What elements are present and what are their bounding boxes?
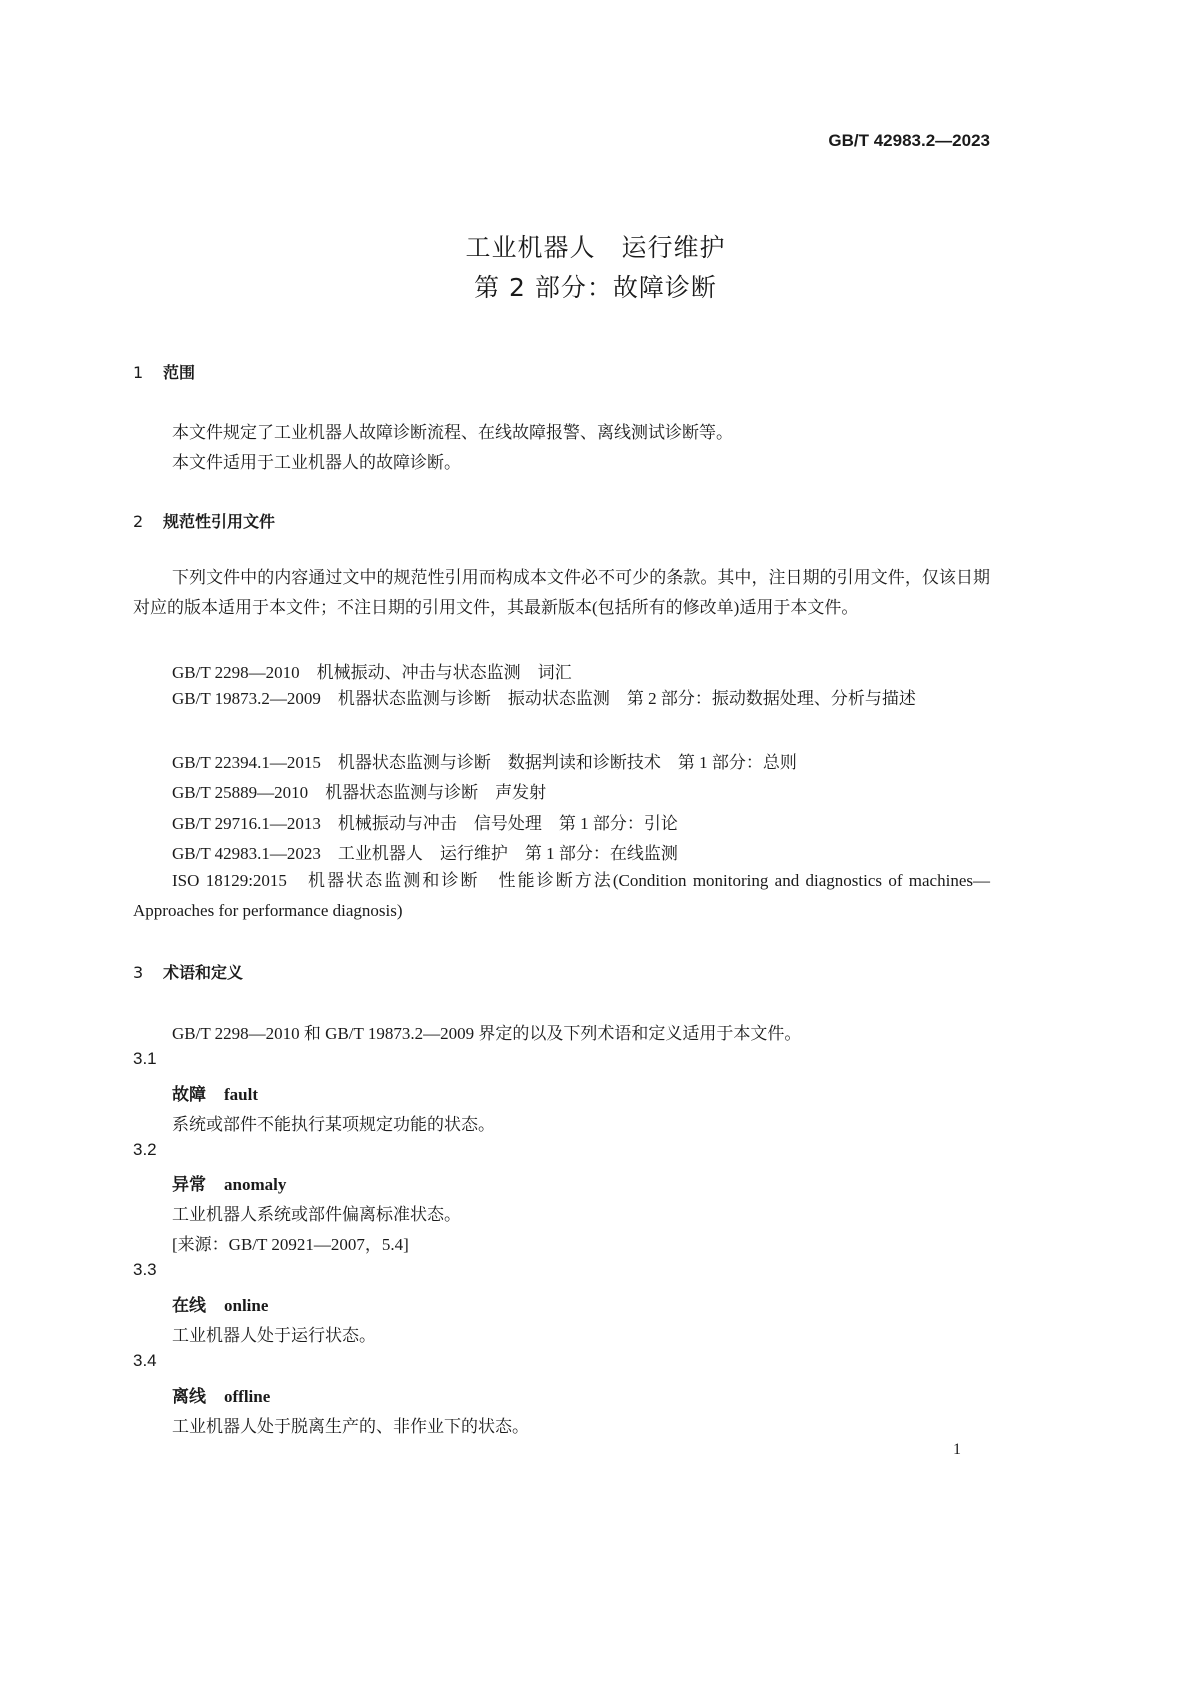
reference-item: GB/T 19873.2—2009 机器状态监测与诊断 振动状态监测 第 2 部分：振动数据处理、分析与描述 (172, 689, 916, 708)
term-definition: 工业机器人处于运行状态。 (172, 1326, 376, 1345)
paragraph: 下列文件中的内容通过文中的规范性引用而构成本文件必不可少的条款。其中，注日期的引用文件，仅该日期对应的版本适用于本文件；不注日期的引用文件，其最新版本(包括所有的修改单)适用于本文件。 (133, 568, 990, 618)
reference-item: GB/T 42983.1—2023 工业机器人 运行维护 第 1 部分：在线监测 (172, 844, 678, 863)
term-zh: 在线 (172, 1296, 206, 1315)
reference-item: GB/T 29716.1—2013 机械振动与冲击 信号处理 第 1 部分：引论 (172, 814, 678, 833)
section-title: 术语和定义 (163, 963, 244, 982)
section-number: 2 (133, 512, 144, 531)
section-heading-scope (133, 360, 195, 383)
term-heading (172, 1291, 268, 1316)
section-heading-terms (133, 960, 243, 983)
term-heading (172, 1382, 270, 1407)
standard-number: GB/T 42983.2—2023 (828, 131, 990, 150)
document-subtitle: 第 2 部分：故障诊断 (474, 273, 717, 302)
term-zh: 离线 (172, 1387, 206, 1406)
document-title: 工业机器人 运行维护 (465, 233, 726, 262)
term-zh: 异常 (172, 1175, 206, 1194)
reference-item: GB/T 2298—2010 机械振动、冲击与状态监测 词汇 (172, 663, 572, 682)
term-number: 3.2 (133, 1140, 157, 1159)
term-definition: 工业机器人系统或部件偏离标准状态。 (172, 1205, 461, 1224)
term-definition: 工业机器人处于脱离生产的、非作业下的状态。 (172, 1417, 529, 1436)
term-source: [来源：GB/T 20921—2007，5.4] (172, 1235, 409, 1254)
section-heading-normative-references (133, 509, 275, 532)
reference-item: GB/T 25889—2010 机器状态监测与诊断 声发射 (172, 783, 547, 802)
paragraph: GB/T 2298—2010 和 GB/T 19873.2—2009 界定的以及下列术语和定义适用于本文件。 (172, 1024, 802, 1043)
term-en: anomaly (224, 1175, 287, 1194)
reference-item: ISO 18129:2015 机器状态监测和诊断 性能诊断方法(Condition monitoring and diagnostics of machines—Approaches for performance diagnosis) (133, 871, 990, 921)
term-heading (172, 1080, 258, 1105)
section-number: 3 (133, 963, 144, 982)
term-zh: 故障 (172, 1085, 206, 1104)
section-number: 1 (133, 363, 144, 382)
term-en: online (224, 1296, 269, 1315)
page-number: 1 (953, 1441, 961, 1458)
term-number: 3.4 (133, 1351, 157, 1370)
paragraph: 本文件规定了工业机器人故障诊断流程、在线故障报警、离线测试诊断等。 (172, 423, 733, 442)
term-definition: 系统或部件不能执行某项规定功能的状态。 (172, 1115, 495, 1134)
reference-item: GB/T 22394.1—2015 机器状态监测与诊断 数据判读和诊断技术 第 1 部分：总则 (172, 753, 797, 772)
term-heading (172, 1170, 286, 1195)
term-number: 3.1 (133, 1049, 157, 1068)
term-en: fault (224, 1085, 258, 1104)
section-title: 规范性引用文件 (163, 512, 276, 531)
term-number: 3.3 (133, 1260, 157, 1279)
term-en: offline (224, 1387, 271, 1406)
paragraph: 本文件适用于工业机器人的故障诊断。 (172, 453, 461, 472)
section-title: 范围 (163, 363, 196, 382)
